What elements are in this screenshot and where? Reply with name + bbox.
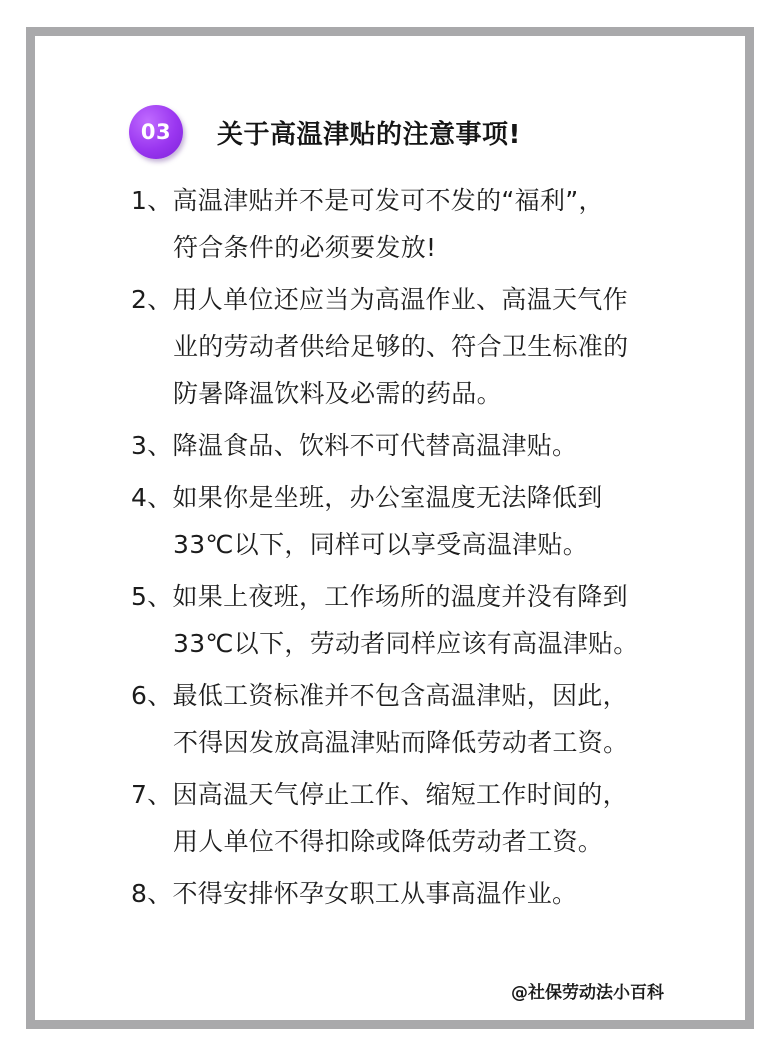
list-item-line: 8、不得安排怀孕女职工从事高温作业。: [131, 879, 578, 908]
list-item-line: 33℃以下，同样可以享受高温津贴。: [173, 530, 588, 559]
list-item: [131, 870, 691, 917]
section-title: 关于高温津贴的注意事项!: [217, 119, 521, 150]
list-item-line: 防暑降温饮料及必需的药品。: [173, 379, 502, 408]
list-item-line: 用人单位不得扣除或降低劳动者工资。: [173, 827, 604, 856]
list-item-line: 3、降温食品、饮料不可代替高温津贴。: [131, 431, 578, 460]
list-item: [131, 573, 691, 667]
list-item-line: 符合条件的必须要发放!: [173, 233, 437, 262]
list-item-line: 不得因发放高温津贴而降低劳动者工资。: [173, 728, 629, 757]
notice-list: [131, 177, 691, 922]
list-item-line: 33℃以下，劳动者同样应该有高温津贴。: [173, 629, 639, 658]
list-item: [131, 672, 691, 766]
list-item-line: 4、如果你是坐班，办公室温度无法降低到: [131, 483, 603, 512]
list-item: [131, 276, 691, 417]
section-number-badge: 03: [129, 105, 183, 159]
list-item: [131, 771, 691, 865]
list-item: [131, 177, 691, 271]
list-item-line: 1、高温津贴并不是可发可不发的“福利”，: [131, 186, 604, 215]
author-signature: @社保劳动法小百科: [511, 983, 664, 1003]
list-item-line: 2、用人单位还应当为高温作业、高温天气作: [131, 285, 628, 314]
list-item: [131, 422, 691, 469]
list-item-line: 7、因高温天气停止工作、缩短工作时间的，: [131, 780, 628, 809]
list-item: [131, 474, 691, 568]
section-header: [129, 104, 521, 160]
list-item-line: 业的劳动者供给足够的、符合卫生标准的: [173, 332, 629, 361]
list-item-line: 6、最低工资标准并不包含高温津贴，因此，: [131, 681, 628, 710]
list-item-line: 5、如果上夜班，工作场所的温度并没有降到: [131, 582, 628, 611]
